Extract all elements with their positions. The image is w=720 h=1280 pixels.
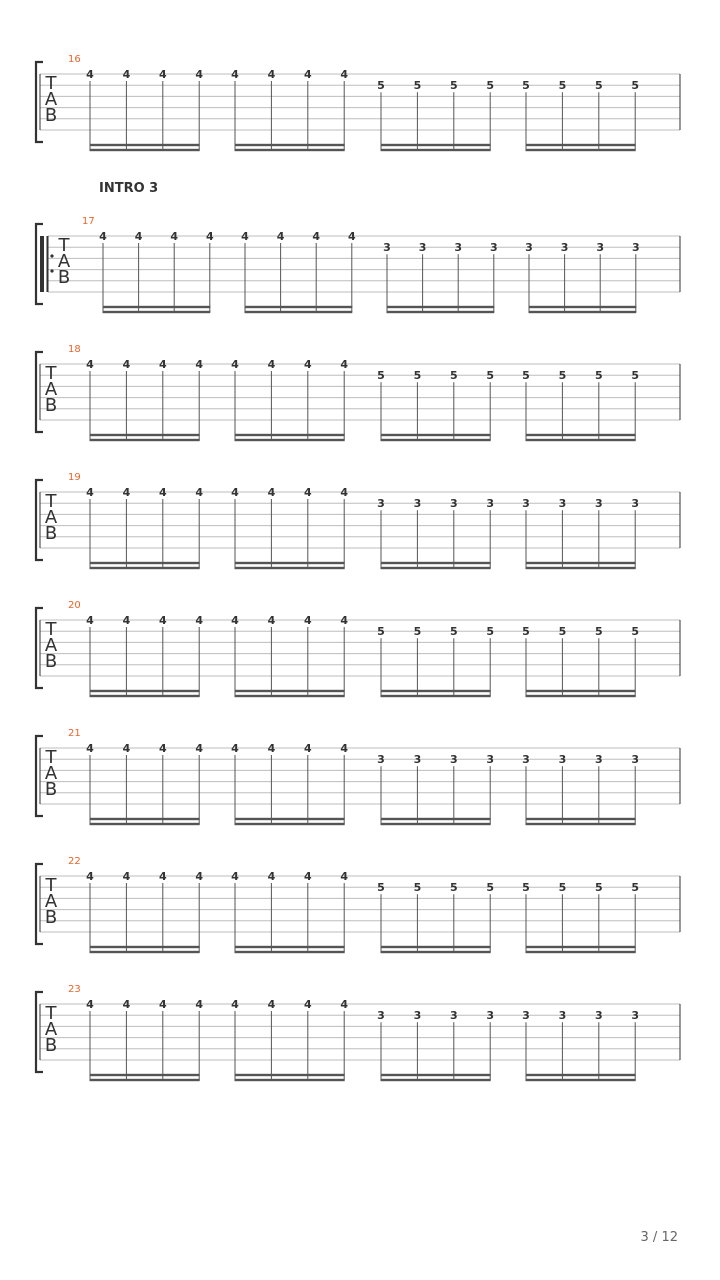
beam <box>235 818 345 820</box>
fret-number: 3 <box>377 1009 385 1023</box>
fret-number: 4 <box>122 614 131 627</box>
tab-system <box>36 984 680 1081</box>
fret-number: 4 <box>195 998 204 1011</box>
beam <box>381 823 491 825</box>
beam <box>90 1079 200 1081</box>
fret-number: 4 <box>99 230 107 243</box>
fret-number: 4 <box>122 998 131 1011</box>
fret-number: 4 <box>267 486 276 499</box>
fret-number: 3 <box>418 241 427 255</box>
tab-clef-letter: B <box>44 651 58 672</box>
fret-number: 4 <box>122 870 131 883</box>
tab-system <box>36 728 680 825</box>
fret-number: 5 <box>558 369 567 383</box>
fret-number: 4 <box>231 614 239 627</box>
fret-number: 4 <box>340 614 349 627</box>
beam <box>90 149 200 151</box>
fret-number: 3 <box>413 753 422 767</box>
fret-number: 4 <box>340 358 349 371</box>
fret-number: 3 <box>558 753 567 767</box>
beam <box>90 1074 200 1076</box>
fret-number: 4 <box>231 742 239 755</box>
fret-number: 4 <box>231 486 239 499</box>
tab-system <box>36 54 680 151</box>
beam <box>387 306 495 308</box>
tab-clef-letter: A <box>44 1019 58 1040</box>
fret-number: 4 <box>231 870 239 883</box>
measure-number: 22 <box>68 856 81 867</box>
beam <box>235 695 345 697</box>
fret-number: 4 <box>267 614 276 627</box>
fret-number: 5 <box>413 625 422 639</box>
fret-number: 4 <box>158 870 167 883</box>
beam <box>90 818 200 820</box>
fret-number: 3 <box>413 497 422 511</box>
fret-number: 4 <box>241 230 249 243</box>
beam <box>381 946 491 948</box>
fret-number: 4 <box>86 614 94 627</box>
fret-number: 5 <box>594 881 603 895</box>
fret-number: 4 <box>86 358 94 371</box>
fret-number: 5 <box>377 79 385 93</box>
fret-number: 4 <box>205 230 214 243</box>
fret-number: 5 <box>377 369 385 383</box>
beam <box>526 439 636 441</box>
fret-number: 4 <box>122 742 131 755</box>
tab-clef-letter: A <box>44 379 58 400</box>
beam <box>381 144 491 146</box>
beam <box>387 311 495 313</box>
fret-number: 4 <box>303 998 312 1011</box>
fret-number: 5 <box>631 369 640 383</box>
beam <box>235 1074 345 1076</box>
fret-number: 5 <box>377 625 385 639</box>
beam <box>90 562 200 564</box>
repeat-thick-bar <box>40 236 44 292</box>
beam <box>235 562 345 564</box>
fret-number: 3 <box>631 497 640 511</box>
fret-number: 5 <box>631 625 640 639</box>
beam <box>90 690 200 692</box>
beam <box>526 562 636 564</box>
tab-clef-letter: T <box>45 491 57 512</box>
beam <box>381 1074 491 1076</box>
beam <box>235 823 345 825</box>
fret-number: 4 <box>122 68 131 81</box>
fret-number: 4 <box>340 486 349 499</box>
measure-number: 18 <box>68 344 81 355</box>
fret-number: 5 <box>413 369 422 383</box>
beam <box>526 690 636 692</box>
beam <box>90 439 200 441</box>
tab-clef-letter: T <box>45 619 57 640</box>
beam <box>90 951 200 953</box>
fret-number: 3 <box>377 497 385 511</box>
fret-number: 4 <box>303 358 312 371</box>
tab-system <box>36 344 680 441</box>
beam <box>526 946 636 948</box>
fret-number: 4 <box>86 486 94 499</box>
fret-number: 4 <box>231 358 239 371</box>
measure-number: 20 <box>68 600 81 611</box>
fret-number: 3 <box>525 241 533 255</box>
fret-number: 3 <box>449 497 458 511</box>
fret-number: 4 <box>158 614 167 627</box>
page-number: 3 / 12 <box>640 1230 678 1245</box>
fret-number: 5 <box>413 79 422 93</box>
fret-number: 3 <box>413 1009 422 1023</box>
beam <box>235 439 345 441</box>
fret-number: 3 <box>486 753 495 767</box>
beam <box>90 434 200 436</box>
tab-clef-letter: T <box>58 235 70 256</box>
fret-number: 4 <box>267 358 276 371</box>
fret-number: 4 <box>340 998 349 1011</box>
beam <box>90 946 200 948</box>
beam <box>526 823 636 825</box>
fret-number: 4 <box>134 230 143 243</box>
beam <box>90 144 200 146</box>
fret-number: 3 <box>486 497 495 511</box>
beam <box>526 434 636 436</box>
fret-number: 4 <box>122 358 131 371</box>
beam <box>381 439 491 441</box>
fret-number: 4 <box>170 230 179 243</box>
fret-number: 5 <box>522 79 530 93</box>
measure-number: 19 <box>68 472 81 483</box>
fret-number: 3 <box>558 497 567 511</box>
fret-number: 5 <box>486 79 495 93</box>
tab-clef-letter: B <box>44 779 58 800</box>
tab-system <box>36 856 680 953</box>
fret-number: 4 <box>158 358 167 371</box>
measure-number: 21 <box>68 728 81 739</box>
tab-clef-letter: A <box>44 507 58 528</box>
tab-clef-letter: T <box>45 747 57 768</box>
fret-number: 4 <box>158 486 167 499</box>
fret-number: 4 <box>303 68 312 81</box>
fret-number: 3 <box>486 1009 495 1023</box>
beam <box>235 1079 345 1081</box>
fret-number: 3 <box>596 241 605 255</box>
fret-number: 4 <box>312 230 321 243</box>
fret-number: 5 <box>486 369 495 383</box>
fret-number: 5 <box>449 881 458 895</box>
fret-number: 4 <box>158 998 167 1011</box>
fret-number: 4 <box>195 870 204 883</box>
tab-clef-letter: T <box>45 1003 57 1024</box>
fret-number: 3 <box>522 1009 530 1023</box>
fret-number: 4 <box>122 486 131 499</box>
fret-number: 5 <box>558 79 567 93</box>
beam <box>381 818 491 820</box>
beam <box>235 690 345 692</box>
beam <box>381 690 491 692</box>
fret-number: 4 <box>86 742 94 755</box>
beam <box>526 567 636 569</box>
fret-number: 4 <box>86 68 94 81</box>
fret-number: 5 <box>558 625 567 639</box>
beam <box>526 818 636 820</box>
measure-number: 17 <box>82 216 95 227</box>
fret-number: 4 <box>276 230 285 243</box>
fret-number: 3 <box>522 753 530 767</box>
fret-number: 4 <box>195 68 204 81</box>
fret-number: 3 <box>489 241 498 255</box>
tab-clef-letter: B <box>44 523 58 544</box>
tab-clef-letter: B <box>44 105 58 126</box>
tab-clef-letter: B <box>44 1035 58 1056</box>
beam <box>90 567 200 569</box>
fret-number: 5 <box>522 369 530 383</box>
fret-number: 3 <box>631 753 640 767</box>
fret-number: 4 <box>158 68 167 81</box>
fret-number: 5 <box>522 881 530 895</box>
beam <box>529 306 637 308</box>
beam <box>90 695 200 697</box>
fret-number: 3 <box>522 497 530 511</box>
fret-number: 5 <box>631 79 640 93</box>
beam <box>245 306 353 308</box>
fret-number: 5 <box>449 79 458 93</box>
beam <box>381 1079 491 1081</box>
fret-number: 5 <box>449 625 458 639</box>
tab-clef-letter: T <box>45 363 57 384</box>
fret-number: 5 <box>413 881 422 895</box>
fret-number: 4 <box>195 742 204 755</box>
beam <box>526 1079 636 1081</box>
tab-clef-letter: B <box>44 395 58 416</box>
fret-number: 4 <box>158 742 167 755</box>
fret-number: 4 <box>303 486 312 499</box>
fret-number: 4 <box>303 742 312 755</box>
fret-number: 3 <box>594 1009 603 1023</box>
beam <box>235 144 345 146</box>
beam <box>526 695 636 697</box>
fret-number: 5 <box>522 625 530 639</box>
fret-number: 4 <box>267 870 276 883</box>
fret-number: 3 <box>631 241 640 255</box>
fret-number: 3 <box>594 497 603 511</box>
tab-clef-letter: T <box>45 875 57 896</box>
tab-clef-letter: A <box>57 251 71 272</box>
tab-system <box>36 600 680 697</box>
tab-clef-letter: B <box>57 267 71 288</box>
fret-number: 4 <box>340 68 349 81</box>
beam <box>526 951 636 953</box>
beam <box>103 311 211 313</box>
fret-number: 4 <box>303 614 312 627</box>
beam <box>235 946 345 948</box>
fret-number: 4 <box>340 742 349 755</box>
fret-number: 4 <box>340 870 349 883</box>
tab-clef-letter: A <box>44 89 58 110</box>
beam <box>235 951 345 953</box>
fret-number: 4 <box>195 614 204 627</box>
repeat-dot <box>50 254 53 257</box>
measure-number: 23 <box>68 984 81 995</box>
fret-number: 3 <box>449 753 458 767</box>
repeat-dot <box>50 269 53 272</box>
fret-number: 4 <box>86 870 94 883</box>
fret-number: 4 <box>195 358 204 371</box>
fret-number: 3 <box>560 241 569 255</box>
fret-number: 4 <box>303 870 312 883</box>
beam <box>235 567 345 569</box>
beam <box>529 311 637 313</box>
beam <box>381 149 491 151</box>
fret-number: 3 <box>594 753 603 767</box>
tab-system <box>36 216 680 313</box>
fret-number: 5 <box>377 881 385 895</box>
fret-number: 3 <box>449 1009 458 1023</box>
fret-number: 4 <box>267 998 276 1011</box>
measure-number: 16 <box>68 54 81 65</box>
beam <box>381 562 491 564</box>
fret-number: 4 <box>195 486 204 499</box>
beam <box>381 951 491 953</box>
tab-clef-letter: T <box>45 73 57 94</box>
fret-number: 4 <box>347 230 356 243</box>
fret-number: 5 <box>594 79 603 93</box>
fret-number: 5 <box>558 881 567 895</box>
section-label: INTRO 3 <box>99 181 159 196</box>
fret-number: 3 <box>558 1009 567 1023</box>
fret-number: 5 <box>486 625 495 639</box>
beam <box>90 823 200 825</box>
fret-number: 4 <box>267 68 276 81</box>
tab-system <box>36 472 680 569</box>
beam <box>381 567 491 569</box>
fret-number: 5 <box>594 625 603 639</box>
fret-number: 4 <box>267 742 276 755</box>
beam <box>235 149 345 151</box>
beam <box>245 311 353 313</box>
fret-number: 4 <box>231 998 239 1011</box>
tab-clef-letter: A <box>44 891 58 912</box>
beam <box>235 434 345 436</box>
fret-number: 4 <box>231 68 239 81</box>
fret-number: 3 <box>454 241 463 255</box>
beam <box>381 434 491 436</box>
fret-number: 5 <box>594 369 603 383</box>
fret-number: 4 <box>86 998 94 1011</box>
fret-number: 3 <box>377 753 385 767</box>
beam <box>526 149 636 151</box>
tab-clef-letter: B <box>44 907 58 928</box>
beam <box>526 1074 636 1076</box>
fret-number: 5 <box>449 369 458 383</box>
fret-number: 3 <box>383 241 391 255</box>
fret-number: 5 <box>486 881 495 895</box>
beam <box>381 695 491 697</box>
fret-number: 3 <box>631 1009 640 1023</box>
beam <box>526 144 636 146</box>
beam <box>103 306 211 308</box>
tab-clef-letter: A <box>44 763 58 784</box>
fret-number: 5 <box>631 881 640 895</box>
tab-clef-letter: A <box>44 635 58 656</box>
